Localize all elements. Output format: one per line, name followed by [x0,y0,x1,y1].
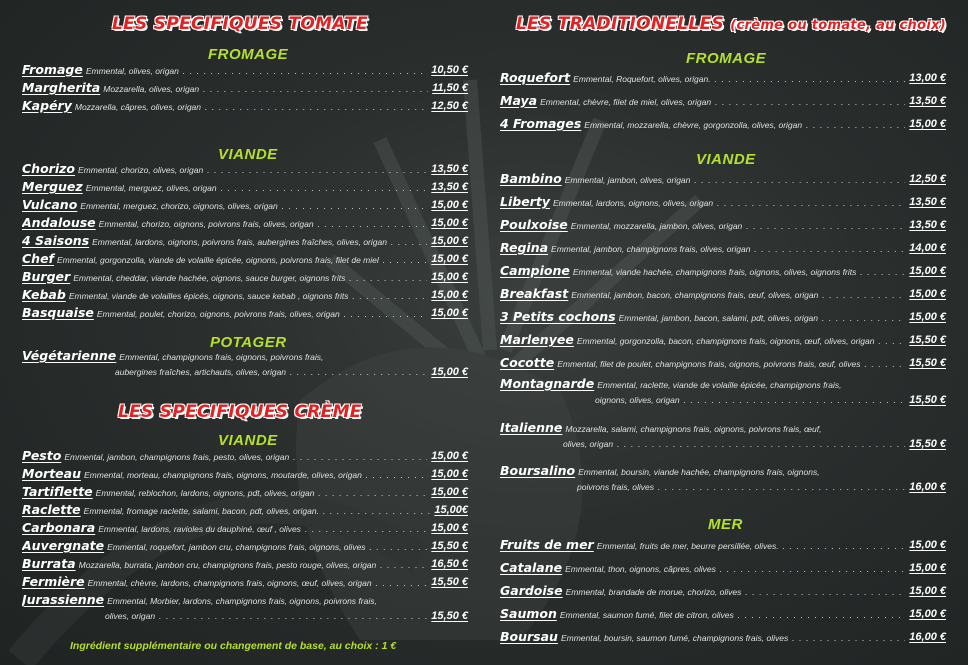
title-traditionelles-note: (crème ou tomate, au choix) [730,18,947,33]
section-potager: POTAGER [210,334,287,351]
pizza-item-price: 14,00 € [909,242,946,254]
pizza-item-name: 4 Saisons [22,235,90,248]
pizza-item-text [500,311,905,324]
section-mer: MER [708,516,743,533]
pizza-item-price: 15,00 € [431,217,468,229]
pizza-item-description: Emmental, olives, origan [85,66,179,76]
pizza-item [500,357,946,370]
pizza-item-text [22,181,427,194]
pizza-item-name: Marlenyee [500,334,574,347]
pizza-item-price: 15,50 € [431,540,468,552]
section-fromage-tomate: FROMAGE [208,46,289,63]
pizza-item-price: 15,00 € [909,539,946,551]
pizza-item-text [22,271,427,284]
pizza-item-name: Kapéry [22,100,72,113]
pizza-item [22,217,468,230]
pizza-item-name: Basquaise [22,307,94,320]
pizza-item-name: Fromage [22,64,83,77]
pizza-item-price: 15,00 € [431,199,468,211]
pizza-item-boursalino-line2-text [574,481,905,493]
title-traditionelles [516,14,946,34]
pizza-item-jurassienne [22,594,468,607]
pizza-item-name: Poulxoise [500,219,568,232]
pizza-item-description: Emmental, jambon, bacon, salami, pdt, olives, origan [618,313,819,323]
pizza-item-text [500,219,905,232]
pizza-item-price: 15,00€ [434,504,468,516]
pizza-item-description: Emmental, Roquefort, olives, origan. [573,74,711,84]
pizza-item [500,608,946,621]
pizza-item-boursalino-name: Boursalino [500,465,576,478]
pizza-item-text [500,242,905,255]
pizza-item-price: 15,00 € [909,562,946,574]
pizza-item-description: Emmental, viande hachée, champignons frais, oignons, olives, oignons frits [572,267,857,277]
pizza-item-name: Morteau [22,468,81,481]
pizza-item-boursalino [500,465,946,478]
pizza-item-price: 15,00 € [431,289,468,301]
pizza-item-text [22,540,427,553]
pizza-item-vegetarienne-line2 [112,366,468,378]
pizza-item-price: 15,00 € [909,118,946,130]
pizza-item-name: Breakfast [500,288,569,301]
pizza-item-text [22,289,427,302]
pizza-item-description: Emmental, chèvre, lardons, champignons frais, oignons, œuf, olives, origan [87,578,372,588]
pizza-item-italienne-line2-text [560,438,905,450]
pizza-item-vegetarienne-line2-text [112,366,427,378]
pizza-item-text [500,196,905,209]
pizza-item-text [22,163,427,176]
pizza-item-description: Emmental, gorgonzolla, viande de volaille épicée, oignons, poivrons frais, filet de miel [57,255,379,265]
pizza-item [22,558,468,571]
pizza-item-italienne [500,422,946,435]
pizza-item-name: Kebab [22,289,66,302]
pizza-item-price: 15,50 € [909,334,946,346]
pizza-item [22,486,468,499]
pizza-item [500,219,946,232]
pizza-item-text [500,95,905,108]
pizza-item-text [22,199,427,212]
pizza-item-text [500,539,905,552]
pizza-item [22,468,468,481]
pizza-item-montagnarde-description-2: oignons, olives, origan [595,395,680,405]
pizza-item-description: Emmental, boursin, saumon fumé, champignons frais, olives [560,633,789,643]
pizza-item-description: Emmental, jambon, champignons frais, olives, origan [551,244,751,254]
pizza-item [22,522,468,535]
pizza-item-text [500,631,905,644]
pizza-item-vegetarienne-text [22,350,468,363]
pizza-item [22,64,468,77]
pizza-item-price: 13,50 € [431,181,468,193]
pizza-item-price: 13,00 € [909,72,946,84]
pizza-item-description: Emmental, jambon, olives, origan [564,175,691,185]
pizza-item-description: Emmental, merguez, chorizo, oignons, olives, origan [80,201,278,211]
pizza-item-price: 15,50 € [909,357,946,369]
pizza-item-name: Catalane [500,562,563,575]
pizza-item [22,82,468,95]
pizza-item-italienne-description: Mozzarella, salami, champignons frais, oignons, poivrons frais, œuf, [565,424,822,434]
pizza-item-price: 15,00 € [431,271,468,283]
pizza-item-name: Saumon [500,608,557,621]
pizza-item [500,631,946,644]
pizza-item-text [22,253,427,266]
pizza-item [500,288,946,301]
pizza-item-name: Auvergnate [22,540,105,553]
pizza-item-name: Vulcano [22,199,78,212]
pizza-item [22,235,468,248]
section-viande-tomate: VIANDE [218,146,278,163]
pizza-item-text [22,468,427,481]
pizza-item [22,181,468,194]
pizza-item-italienne-text [500,422,946,435]
pizza-item-price: 13,50 € [909,95,946,107]
pizza-item-name: Bambino [500,173,562,186]
pizza-item-jurassienne-description-2: olives, origan [105,611,156,621]
pizza-item-montagnarde-description: Emmental, raclette, viande de volaille épicée, champignons frais, [597,380,842,390]
pizza-item-text [22,450,427,463]
pizza-item [500,334,946,347]
pizza-item [500,118,946,131]
pizza-item-name: Carbonara [22,522,96,535]
pizza-item-price: 12,50 € [909,173,946,185]
pizza-item-price: 10,50 € [431,64,468,76]
pizza-item [500,196,946,209]
pizza-item-description: Emmental, lardons, oignons, olives, origan [552,198,714,208]
pizza-item-price: 15,00 € [431,307,468,319]
pizza-item [22,199,468,212]
pizza-item-text [500,334,905,347]
pizza-item-price: 11,50 € [432,82,468,94]
pizza-item-description: Emmental, thon, oignons, câpres, olives [565,564,716,574]
pizza-item-description: Emmental, saumon fumé, filet de citron, olives [559,610,734,620]
pizza-item-text [500,562,905,575]
pizza-item-name: Gardoise [500,585,563,598]
pizza-item-name: Burrata [22,558,76,571]
pizza-item-name: Regina [500,242,549,255]
pizza-item-name: Chef [22,253,54,266]
pizza-item-price: 13,50 € [909,196,946,208]
pizza-item-description: Emmental, chorizo, oignons, poivrons frais, olives, origan [98,219,314,229]
pizza-item-jurassienne-text [22,594,468,607]
pizza-item-name: Fruits de mer [500,539,594,552]
pizza-item-vegetarienne-description: Emmental, champignons frais, oignons, poivrons frais, [119,352,324,362]
pizza-item-description: Emmental, gorgonzolla, bacon, champignons frais, oignons, œuf, olives, origan [576,336,875,346]
pizza-item-price: 15,50 € [431,576,468,588]
pizza-item-description: Emmental, chèvre, filet de miel, olives, origan [540,97,712,107]
pizza-item-name: Margherita [22,82,101,95]
pizza-item-description: Emmental, poulet, chorizo, oignons, poivrons frais, olives, origan [96,309,340,319]
pizza-item [22,450,468,463]
pizza-item-description: Emmental, mozzarella, chèvre, gorgonzolla, olives, origan [584,120,803,130]
pizza-item-text [500,608,905,621]
footer-note: Ingrédient supplémentaire ou changement de base, au choix : 1 € [70,640,397,652]
pizza-item-montagnarde-name: Montagnarde [500,378,595,391]
pizza-item-name: Campione [500,265,570,278]
pizza-item-price: 15,00 € [431,468,468,480]
pizza-item [22,576,468,589]
pizza-item-description: Emmental, fruits de mer, beurre persillée, olives. [596,541,779,551]
pizza-item-jurassienne-price: 15,50 € [431,610,468,622]
pizza-item [500,242,946,255]
pizza-item-text [22,82,428,95]
pizza-item-name: Roquefort [500,72,571,85]
pizza-item-text [22,235,427,248]
pizza-item [22,253,468,266]
pizza-item-vegetarienne-description-2: aubergines fraîches, artichauts, olives, origan [115,367,287,377]
pizza-item-text [500,288,905,301]
pizza-item [22,540,468,553]
pizza-item [500,311,946,324]
pizza-item-vegetarienne [22,350,468,363]
pizza-item-jurassienne-name: Jurassienne [22,594,105,607]
pizza-item-name: Chorizo [22,163,75,176]
pizza-item-boursalino-text [500,465,946,478]
section-viande-creme: VIANDE [218,432,278,449]
pizza-item-boursalino-description-2: poivrons frais, olives [577,482,655,492]
pizza-item-text [22,576,427,589]
pizza-item-description: Emmental, viande de volailles épicés, oignons, sauce kebab , oignons frits [68,291,349,301]
pizza-item-name: Pesto [22,450,62,463]
pizza-item [22,504,468,517]
pizza-item-description: Emmental, cheddar, viande hachée, oignons, sauce burger, oignons frits [73,273,346,283]
pizza-item-description: Mozzarella, olives, origan [103,84,200,94]
pizza-item-name: Boursau [500,631,558,644]
pizza-item-vegetarienne-price: 15,00 € [431,366,468,378]
pizza-item-boursalino-description: Emmental, boursin, viande hachée, champignons frais, oignons, [578,467,820,477]
pizza-item-name: Liberty [500,196,550,209]
pizza-item [500,265,946,278]
pizza-item-description: Emmental, roquefort, jambon cru, champignons frais, oignons, olives [107,542,366,552]
section-viande-traditionelles: VIANDE [696,151,756,168]
pizza-item-description: Emmental, fromage raclette, salami, bacon, pdt, olives, origan. [83,506,319,516]
pizza-item-text [22,486,427,499]
pizza-item-price: 15,00 € [909,585,946,597]
pizza-item-description: Mozzarella, burrata, jambon cru, champignons frais, pesto rouge, olives, origan [78,560,377,570]
pizza-item-italienne-line2 [560,438,946,450]
pizza-item-description: Emmental, morteau, champignons frais, oignons, moutarde, olives, origan [83,470,362,480]
title-specifiques-creme: LES SPECIFIQUES CRÈME [118,402,362,422]
pizza-item [22,163,468,176]
pizza-item-text [500,72,905,85]
pizza-item-jurassienne-line2-text [102,610,427,622]
pizza-item-montagnarde [500,378,946,391]
pizza-item-italienne-description-2: olives, origan [563,439,614,449]
pizza-item-price: 16,00 € [909,631,946,643]
pizza-item [500,539,946,552]
pizza-item-description: Emmental, brandade de morue, chorizo, olives [565,587,742,597]
pizza-item-montagnarde-text [500,378,946,391]
pizza-item [500,95,946,108]
pizza-item-text [22,558,427,571]
pizza-item [500,72,946,85]
pizza-item-price: 15,00 € [431,522,468,534]
pizza-item-name: Cocotte [500,357,555,370]
pizza-item [22,307,468,320]
pizza-item-price: 16,50 € [431,558,468,570]
pizza-item-price: 15,00 € [431,450,468,462]
pizza-item-text [22,217,427,230]
pizza-item-price: 15,00 € [909,288,946,300]
pizza-item-name: Merguez [22,181,83,194]
pizza-item-description: Emmental, filet de poulet, champignons frais, oignons, poivrons frais, œuf, olives [557,359,861,369]
pizza-item-price: 15,00 € [431,235,468,247]
pizza-item-jurassienne-description: Emmental, Morbier, lardons, champignons frais, oignons, poivrons frais, [107,596,377,606]
pizza-item-italienne-price: 15,50 € [909,438,946,450]
pizza-item [500,585,946,598]
pizza-item-name: Burger [22,271,71,284]
pizza-item-description: Mozzarella, câpres, olives, origan [74,102,202,112]
title-traditionelles-main: LES TRADITIONELLES [516,14,725,34]
pizza-item-description: Emmental, jambon, champignons frais, pesto, olives, origan [64,452,290,462]
pizza-item-text [22,307,427,320]
pizza-item-name: Maya [500,95,538,108]
pizza-item-description: Emmental, chorizo, olives, origan [77,165,204,175]
pizza-item-name: Tartiflette [22,486,93,499]
pizza-item-price: 12,50 € [431,100,468,112]
pizza-item-price: 15,00 € [431,253,468,265]
pizza-item-description: Emmental, lardons, ravioles du dauphiné, œuf , olives [98,524,301,534]
pizza-item-name: Fermière [22,576,85,589]
pizza-item [500,173,946,186]
pizza-item [22,289,468,302]
pizza-item-text [22,504,430,517]
pizza-item-price: 13,50 € [909,219,946,231]
pizza-item-text [22,100,427,113]
pizza-item [500,562,946,575]
pizza-item-text [22,64,427,77]
pizza-item-description: Emmental, reblochon, lardons, oignons, pdt, olives, origan [95,488,315,498]
section-fromage-traditionelles: FROMAGE [686,50,767,67]
pizza-item-description: Emmental, jambon, bacon, champignons frais, œuf, olives, origan [571,290,819,300]
pizza-item-text [500,357,905,370]
pizza-item-text [500,585,905,598]
title-specifiques-tomate: LES SPECIFIQUES TOMATE [112,14,368,34]
pizza-item-boursalino-line2 [574,481,946,493]
pizza-item-price: 15,00 € [431,486,468,498]
pizza-item-text [22,522,427,535]
pizza-item-price: 15,00 € [909,265,946,277]
pizza-item-text [500,118,905,131]
pizza-item-name: 4 Fromages [500,118,582,131]
pizza-item-description: Emmental, lardons, oignons, poivrons frais, aubergines fraîches, olives, origan [92,237,387,247]
pizza-item-boursalino-price: 16,00 € [909,481,946,493]
pizza-item [22,271,468,284]
pizza-item-italienne-name: Italienne [500,422,563,435]
pizza-item-montagnarde-line2-text [592,394,905,406]
pizza-item-description: Emmental, mozzarella, jambon, olives, origan [570,221,743,231]
pizza-item-text [500,173,905,186]
pizza-item-price: 15,00 € [909,608,946,620]
pizza-item-montagnarde-price: 15,50 € [909,394,946,406]
pizza-item-text [500,265,905,278]
pizza-item-montagnarde-line2 [592,394,946,406]
pizza-item-price: 13,50 € [431,163,468,175]
pizza-item-description: Emmental, merguez, olives, origan [85,183,217,193]
pizza-item-name: 3 Petits cochons [500,311,616,324]
pizza-item [22,100,468,113]
pizza-item-name: Andalouse [22,217,96,230]
pizza-item-price: 15,00 € [909,311,946,323]
pizza-item-vegetarienne-name: Végétarienne [22,350,117,363]
pizza-item-jurassienne-line2 [102,610,468,622]
pizza-item-name: Raclette [22,504,81,517]
